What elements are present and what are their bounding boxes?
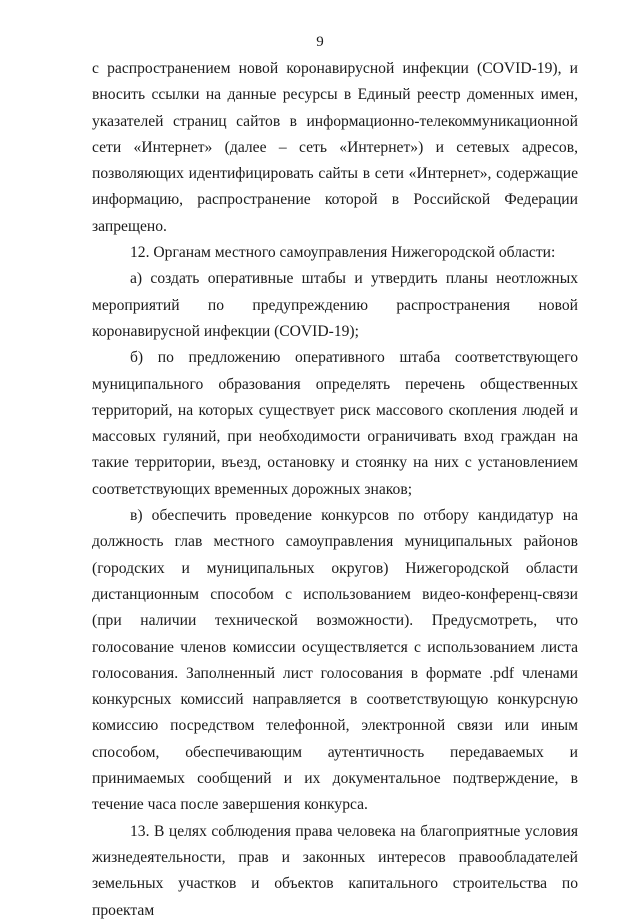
paragraph-item-12: 12. Органам местного самоуправления Нижегородской области: [130, 244, 556, 262]
paragraph-continuation: с распространением новой коронавирусной инфекции (COVID-19), и вносить ссылки на данные ресурсы в Единый реестр доменных имен, указателей страниц сайтов в информационно-телекоммуникационной сети «Интернет» (далее – сеть «Интернет») и сетевых адресов, позволяющих идентифицировать сайты в сети «Интернет», содержащие информацию, распространение которой в Российской Федерации запрещено. [92, 60, 578, 235]
paragraph-item-13: 13. В целях соблюдения права человека на благоприятные условия жизнедеятельности, прав и законных интересов правообладателей земельных участков и объектов капитального строительства по проектам [92, 822, 578, 919]
document-body [92, 56, 578, 924]
page-number: 9 [316, 34, 324, 50]
paragraph-subitem-b: б) по предложению оперативного штаба соответствующего муниципального образования определять перечень общественных территорий, на которых существует риск массового скопления людей и массовых гуляний, при необходимости ограничивать вход граждан на такие территории, въезд, остановку и стоянку на них с установлением соответствующих временных дорожных знаков; [92, 349, 578, 498]
paragraph-subitem-v: в) обеспечить проведение конкурсов по отбору кандидатур на должность глав местного самоуправления муниципальных районов (городских и муниципальных округов) Нижегородской области дистанционным способом с использованием видео-конференц-связи (при наличии технической возможности). Предусмотреть, что голосование членов комиссии осуществляется с использованием листа голосования. Заполненный лист голосования в формате .pdf членами конкурсных комиссий направляется в соответствующую конкурсную комиссию посредством телефонной, электронной связи или иным способом, обеспечивающим аутентичность передаваемых и принимаемых сообщений и их документальное подтверждение, в течение часа после завершения конкурса. [92, 507, 578, 814]
paragraph-subitem-a: а) создать оперативные штабы и утвердить планы неотложных мероприятий по предупреждению распространения новой коронавирусной инфекции (COVID-19); [92, 270, 578, 340]
